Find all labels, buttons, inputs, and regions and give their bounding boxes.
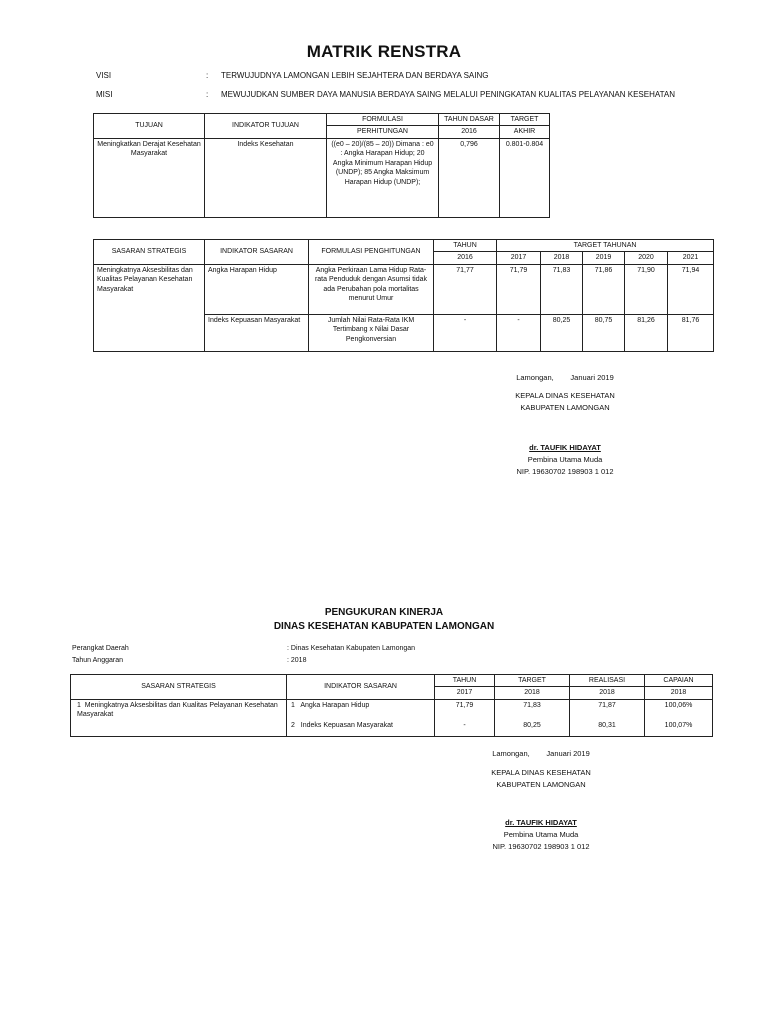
row-number: 2 (291, 721, 295, 729)
tahun-anggaran-value: : 2018 (287, 657, 307, 664)
target-cell: 80,75 (583, 314, 625, 351)
visi-label: VISI (96, 71, 112, 80)
kinerja-table (70, 674, 713, 737)
signature-nip: NIP. 19630702 198903 1 012 (492, 842, 590, 851)
header-tahun: TAHUN (435, 675, 495, 687)
realisasi-cell (570, 699, 645, 736)
header-year: 2019 (583, 252, 625, 264)
signature-office: KEPALA DINAS KESEHATAN (491, 768, 591, 777)
tujuan-cell: Meningkatkan Derajat Kesehatan Masyarakat (94, 138, 205, 217)
target-cell: 71,86 (583, 264, 625, 314)
header-formulasi-penghitungan: FORMULASI PENGHITUNGAN (309, 240, 434, 265)
visi-text: TERWUJUDNYA LAMONGAN LEBIH SEJAHTERA DAN BERDAYA SAING (221, 71, 489, 80)
tahun-cell: 71,77 (434, 264, 497, 314)
signature-date: Januari 2019 (570, 373, 614, 382)
header-target: TARGET (495, 675, 570, 687)
header-year: 2021 (668, 252, 714, 264)
tujuan-table (93, 113, 550, 218)
header-target-akhir: AKHIR (500, 126, 550, 138)
signature-place: Lamongan, (516, 373, 554, 382)
row-number: 1 (291, 701, 295, 709)
page-title: MATRIK RENSTRA (306, 42, 462, 61)
header-year: 2017 (497, 252, 541, 264)
row-number: 1 (77, 701, 81, 709)
header-indikator-sasaran: INDIKATOR SASARAN (205, 240, 309, 265)
tahun-value: - (463, 721, 466, 729)
capaian-value: 100,07% (664, 721, 693, 729)
misi-colon: : (206, 90, 209, 99)
header-tujuan: TUJUAN (94, 114, 205, 139)
capaian-cell (645, 699, 713, 736)
signature-office: KABUPATEN LAMONGAN (520, 403, 610, 412)
header-year: 2020 (625, 252, 668, 264)
realisasi-value: 71,87 (598, 701, 616, 709)
header-formulasi: FORMULASI (327, 114, 439, 126)
tahun-dasar-cell: 0,796 (439, 138, 500, 217)
header-tahun-year: 2017 (435, 687, 495, 699)
tahun-cell: - (434, 314, 497, 351)
header-perhitungan: PERHITUNGAN (327, 126, 439, 138)
indikator-text: Indeks Kepuasan Masyarakat (300, 721, 393, 729)
table-row (71, 699, 713, 736)
target-cell: 71,79 (497, 264, 541, 314)
misi-label: MISI (96, 90, 113, 99)
header-tahun-year: 2016 (434, 252, 497, 264)
target-value: 80,25 (523, 721, 541, 729)
header-target-tahunan: TARGET TAHUNAN (497, 240, 714, 252)
signature-office: KABUPATEN LAMONGAN (496, 780, 586, 789)
misi-text: MEWUJUDKAN SUMBER DAYA MANUSIA BERDAYA SAING MELALUI PENINGKATAN KUALITAS PELAYANAN KESEHATAN (221, 90, 676, 99)
sasaran-cell (71, 699, 287, 736)
header-capaian: CAPAIAN (645, 675, 713, 687)
header-realisasi: REALISASI (570, 675, 645, 687)
kinerja-title-line1: PENGUKURAN KINERJA (324, 607, 444, 618)
target-cell: 81,76 (668, 314, 714, 351)
target-cell: 71,83 (541, 264, 583, 314)
header-tahun: TAHUN (434, 240, 497, 252)
target-cell: 81,26 (625, 314, 668, 351)
header-tahun-dasar: TAHUN DASAR (439, 114, 500, 126)
sasaran-cell: Meningkatnya Aksesbilitas dan Kualitas Pelayanan Kesehatan Masyarakat (94, 264, 205, 351)
signature-name: dr. TAUFIK HIDAYAT (529, 443, 601, 452)
header-indikator-tujuan: INDIKATOR TUJUAN (205, 114, 327, 139)
signature-block (466, 748, 616, 853)
header-year: 2018 (541, 252, 583, 264)
tahun-cell (435, 699, 495, 736)
signature-rank: Pembina Utama Muda (503, 830, 579, 839)
target-cell: 71,90 (625, 264, 668, 314)
header-target: TARGET (500, 114, 550, 126)
header-realisasi-year: 2018 (570, 687, 645, 699)
indikator-cell: Indeks Kesehatan (205, 138, 327, 217)
header-tahun-dasar-year: 2016 (439, 126, 500, 138)
formulasi-cell: Angka Perkiraan Lama Hidup Rata-rata Penduduk dengan Asumsi tidak ada Perubahan pola mortalitas menurut Umur (309, 264, 434, 314)
realisasi-value: 80,31 (598, 721, 616, 729)
sasaran-text: Meningkatnya Aksesbilitas dan Kualitas Pelayanan Kesehatan Masyarakat (77, 701, 278, 719)
header-target-year: 2018 (495, 687, 570, 699)
signature-office: KEPALA DINAS KESEHATAN (515, 391, 615, 400)
signature-block (490, 372, 640, 478)
perangkat-label: Perangkat Daerah (72, 645, 129, 652)
sasaran-table (93, 239, 714, 352)
indikator-text: Angka Harapan Hidup (300, 701, 370, 709)
target-cell (495, 699, 570, 736)
table-row (94, 264, 714, 314)
target-cell: 0.801-0.804 (500, 138, 550, 217)
target-cell: - (497, 314, 541, 351)
formulasi-cell: Jumlah Nilai Rata-Rata IKM Tertimbang x Nilai Dasar Pengkonversian (309, 314, 434, 351)
kinerja-title (0, 606, 768, 633)
header-sasaran-strategis: SASARAN STRATEGIS (94, 240, 205, 265)
indikator-cell (287, 699, 435, 736)
target-cell: 80,25 (541, 314, 583, 351)
signature-date: Januari 2019 (546, 749, 590, 758)
formulasi-cell: ((e0 – 20)/(85 – 20)) Dimana : e0 : Angka Harapan Hidup; 20 Angka Minimum Harapan Hidup (UNDP); 85 Angka Maksimum Harapan Hidup (UNDP); (327, 138, 439, 217)
capaian-value: 100,06% (664, 701, 693, 709)
tahun-value: 71,79 (455, 701, 474, 709)
target-value: 71,83 (523, 701, 541, 709)
header-sasaran-strategis: SASARAN STRATEGIS (71, 675, 287, 700)
kinerja-title-line2: DINAS KESEHATAN KABUPATEN LAMONGAN (273, 620, 495, 632)
tahun-anggaran-label: Tahun Anggaran (72, 657, 123, 664)
signature-rank: Pembina Utama Muda (527, 455, 603, 464)
target-cell: 71,94 (668, 264, 714, 314)
header-capaian-year: 2018 (645, 687, 713, 699)
table-row (94, 138, 550, 217)
signature-place: Lamongan, (492, 749, 530, 758)
signature-nip: NIP. 19630702 198903 1 012 (516, 467, 614, 476)
header-indikator-sasaran: INDIKATOR SASARAN (287, 675, 435, 700)
indikator-cell: Indeks Kepuasan Masyarakat (205, 314, 309, 351)
indikator-cell: Angka Harapan Hidup (205, 264, 309, 314)
signature-name: dr. TAUFIK HIDAYAT (505, 818, 577, 827)
perangkat-value: : Dinas Kesehatan Kabupaten Lamongan (287, 645, 416, 652)
visi-colon: : (206, 71, 209, 80)
